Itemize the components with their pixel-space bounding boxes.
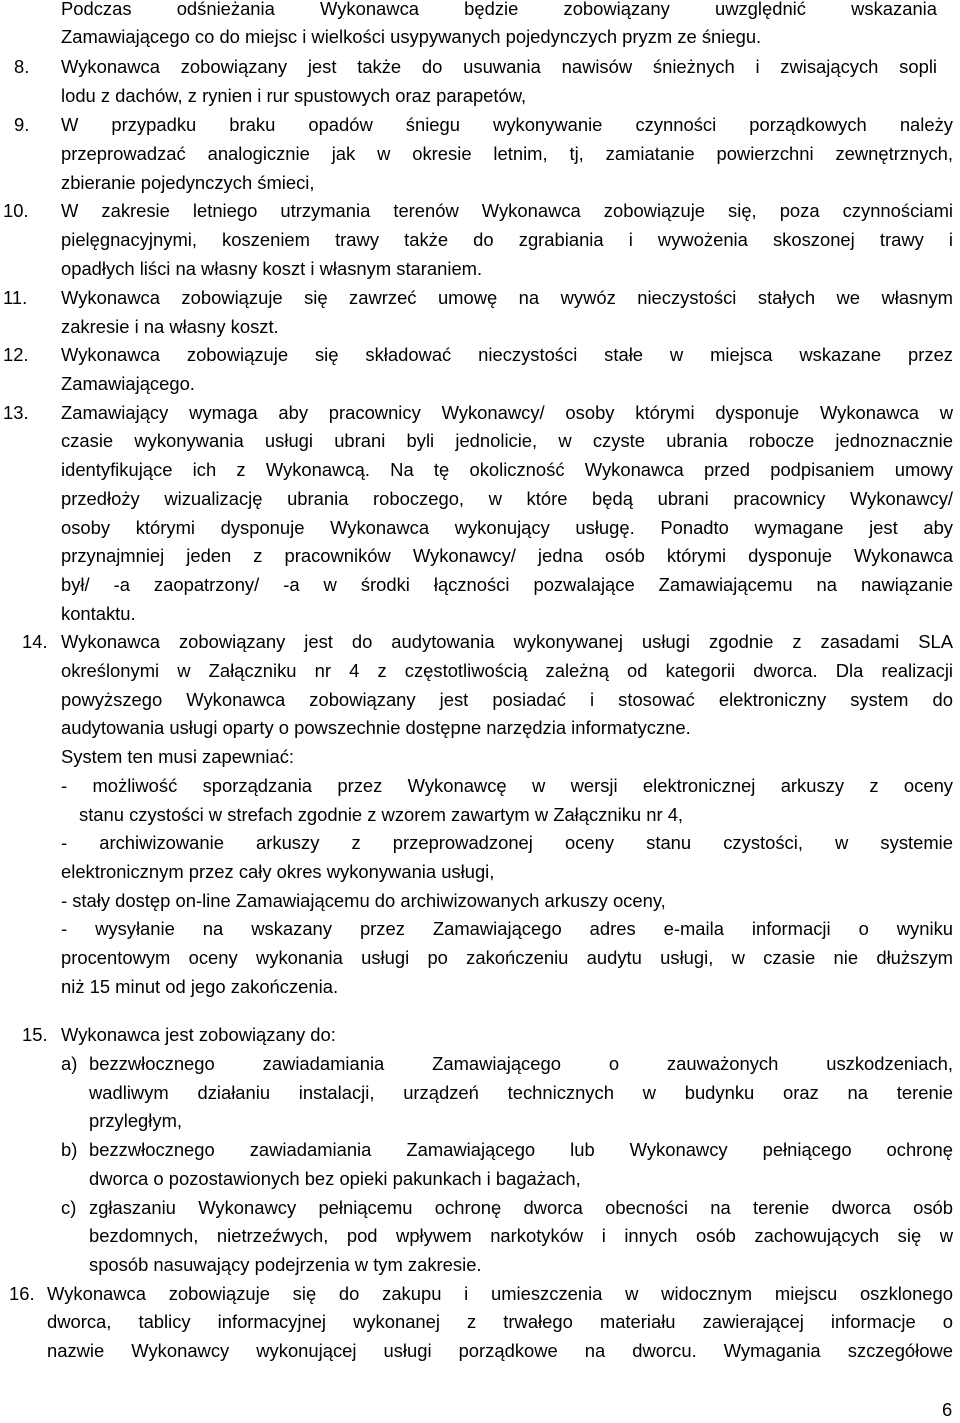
text-line: niż 15 minut od jego zakończenia. [61,976,339,997]
text-line: zbieranie pojedynczych śmieci, [61,172,315,193]
text-line: opadłych liści na własny koszt i własnym staraniem. [61,258,483,279]
text-line: - możliwość sporządzania przez Wykonawcę w wersji elektronicznej arkuszy z oceny [61,775,953,796]
text-line: przyległym, [89,1110,182,1131]
list-number: b) [61,1139,78,1160]
text-line: wadliwym działaniu instalacji, urządzeń technicznych w budynku oraz na terenie [89,1082,953,1103]
text-line: określonymi w Załączniku nr 4 z częstotliwością zależną od kategorii dworca. Dla realizacji [61,660,953,681]
list-number: 15. [22,1024,48,1045]
text-line: pielęgnacyjnymi, koszeniem trawy także do zgrabiania i wywożenia skoszonej trawy i [61,229,953,250]
list-number: 14. [22,631,48,652]
list-number: c) [61,1197,77,1218]
text-line: elektronicznym przez cały okres wykonywania usługi, [61,861,495,882]
text-line: przeprowadzać analogicznie jak w okresie letnim, tj, zamiatanie powierzchni zewnętrznych, [61,143,953,164]
text-line: procentowym oceny wykonania usługi po zakończeniu audytu usługi, w czasie nie dłuższym [61,947,953,968]
text-line: Zamawiającego co do miejsc i wielkości usypywanych pojedynczych pryzm ze śniegu. [61,26,762,47]
text-line: kontaktu. [61,603,136,624]
list-number: a) [61,1053,78,1074]
text-line: przedłoży wizualizację ubrania roboczego, w które będą ubrani pracownicy Wykonawcy/ [61,488,953,509]
text-line: Wykonawca jest zobowiązany do: [61,1024,336,1045]
text-line: dworca o pozostawionych bez opieki pakunkach i bagażach, [89,1168,581,1189]
text-line: identyfikujące ich z Wykonawcą. Na tę okoliczność Wykonawca przed podpisaniem umowy [61,459,953,480]
text-line: bezzwłocznego zawiadamiania Zamawiającego lub Wykonawcy pełniącego ochronę [89,1139,953,1160]
text-line: zakresie i na własny koszt. [61,316,279,337]
page-number: 6 [942,1399,953,1420]
text-line: stanu czystości w strefach zgodnie z wzorem zawartym w Załączniku nr 4, [79,804,684,825]
list-number: 16. [9,1283,35,1304]
text-line: bezzwłocznego zawiadamiania Zamawiającego o zauważonych uszkodzeniach, [89,1053,953,1074]
list-number: 13. [3,402,29,423]
text-line: lodu z dachów, z rynien i rur spustowych oraz parapetów, [61,85,527,106]
text-line: dworca, tablicy informacyjnej wykonanej z trwałego materiału zawierającej informacje o [47,1311,953,1332]
text-line: Zamawiający wymaga aby pracownicy Wykonawcy/ osoby którymi dysponuje Wykonawca w [61,402,953,423]
text-line: czasie wykonywania usługi ubrani byli jednolicie, w czyste ubrania robocze jednoznacznie [61,430,953,451]
text-line: - stały dostęp on-line Zamawiającemu do archiwizowanych arkuszy oceny, [61,890,666,911]
list-number: 8. [14,56,30,77]
text-line: Zamawiającego. [61,373,195,394]
text-line: Wykonawca zobowiązany jest także do usuwania nawisów śnieżnych i zwisających sopli [61,56,937,77]
text-line: - wysyłanie na wskazany przez Zamawiającego adres e-maila informacji o wyniku [61,918,953,939]
list-number: 12. [3,344,29,365]
text-line: Podczas odśnieżania Wykonawca będzie zobowiązany uwzględnić wskazania [61,0,937,19]
text-line: Wykonawca zobowiązany jest do audytowania wykonywanej usługi zgodnie z zasadami SLA [61,631,953,652]
text-line: Wykonawca zobowiązuje się zawrzeć umowę na wywóz nieczystości stałych we własnym [61,287,953,308]
text-line: audytowania usługi oparty o powszechnie dostępne narzędzia informatyczne. [61,717,691,738]
list-number: 10. [3,200,29,221]
list-number: 11. [3,287,28,308]
text-line: nazwie Wykonawcy wykonującej usługi porządkowe na dworcu. Wymagania szczegółowe [47,1340,953,1361]
text-line: Wykonawca zobowiązuje się do zakupu i umieszczenia w widocznym miejscu oszklonego [47,1283,953,1304]
text-line: osoby którymi dysponuje Wykonawca wykonujący usługę. Ponadto wymagane jest aby [61,517,953,538]
text-line: System ten musi zapewniać: [61,746,295,767]
text-line: sposób nasuwający podejrzenia w tym zakresie. [89,1254,482,1275]
text-line: był/ -a zaopatrzony/ -a w środki łączności pozwalające Zamawiającemu na nawiązanie [61,574,953,595]
text-line: W zakresie letniego utrzymania terenów Wykonawca zobowiązuje się, poza czynnościami [61,200,953,221]
text-line: powyższego Wykonawca zobowiązany jest posiadać i stosować elektroniczny system do [61,689,953,710]
text-line: - archiwizowanie arkuszy z przeprowadzonej oceny stanu czystości, w systemie [61,832,953,853]
text-line: bezdomnych, nietrzeźwych, pod wpływem narkotyków i innych osób zachowujących się w [89,1225,953,1246]
text-line: przynajmniej jeden z pracowników Wykonawcy/ jedna osób którymi dysponuje Wykonawca [61,545,953,566]
text-line: W przypadku braku opadów śniegu wykonywanie czynności porządkowych należy [61,114,953,135]
text-line: Wykonawca zobowiązuje się składować nieczystości stałe w miejsca wskazane przez [61,344,953,365]
list-number: 9. [14,114,30,135]
text-line: zgłaszaniu Wykonawcy pełniącemu ochronę dworca obecności na terenie dworca osób [89,1197,953,1218]
